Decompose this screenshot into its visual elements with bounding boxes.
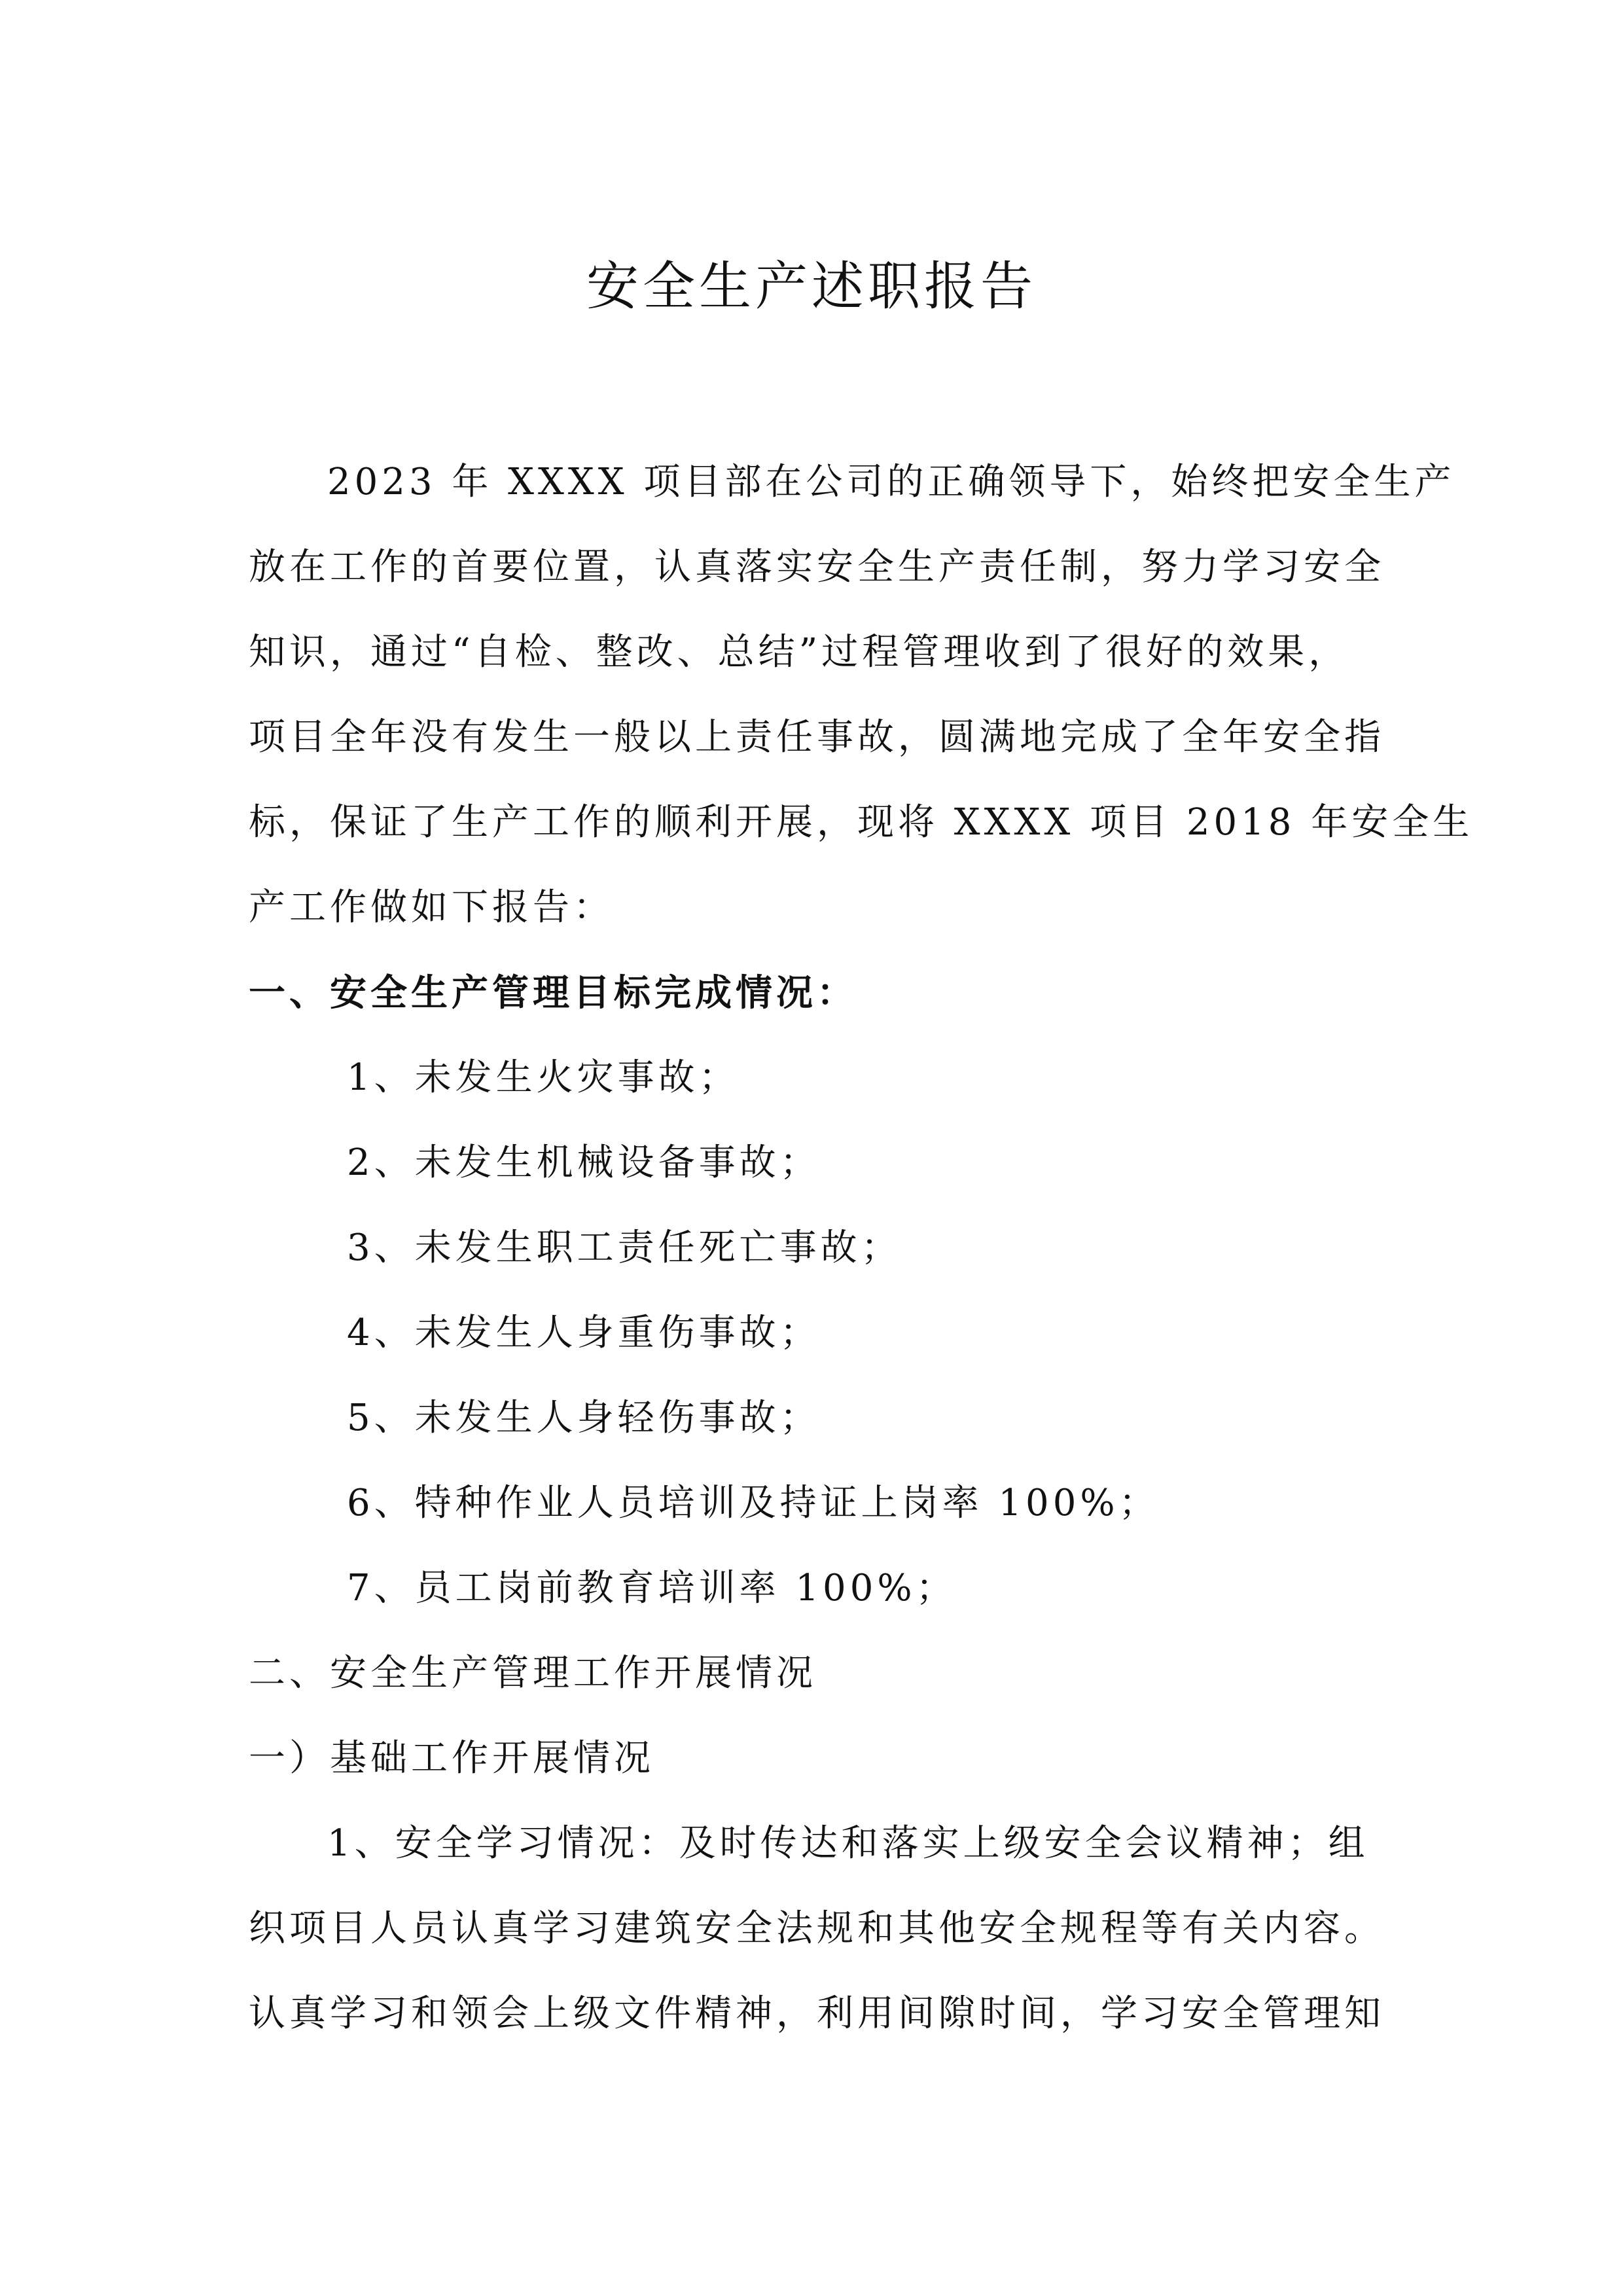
document-title: 安全生产述职报告	[586, 256, 1037, 317]
paragraph-line: 放在工作的首要位置，认真落实安全生产责任制，努力学习安全	[249, 546, 1385, 588]
list-item: 5、未发生人身轻伤事故；	[347, 1397, 821, 1439]
paragraph-line: 1、安全学习情况：及时传达和落实上级安全会议精神；组	[327, 1822, 1369, 1865]
list-item: 4、未发生人身重伤事故；	[347, 1312, 821, 1354]
subsection-heading: 一）基础工作开展情况	[249, 1737, 654, 1780]
paragraph-line: 产工作做如下报告：	[249, 886, 614, 929]
paragraph-line: 标，保证了生产工作的顺利开展，现将 XXXX 项目 2018 年安全生	[249, 801, 1474, 844]
list-item: 2、未发生机械设备事故；	[347, 1141, 821, 1184]
paragraph-line: 2023 年 XXXX 项目部在公司的正确领导下，始终把安全生产	[327, 461, 1455, 503]
paragraph-line: 项目全年没有发生一般以上责任事故，圆满地完成了全年安全指	[249, 716, 1385, 759]
list-item: 7、员工岗前教育培训率 100%；	[347, 1567, 957, 1609]
list-item: 3、未发生职工责任死亡事故；	[347, 1227, 902, 1269]
paragraph-line: 知识，通过“自检、整改、总结”过程管理收到了很好的效果，	[249, 631, 1349, 673]
list-item: 1、未发生火灾事故；	[347, 1056, 740, 1099]
section-heading: 一、安全生产管理目标完成情况：	[249, 971, 857, 1014]
section-heading: 二、安全生产管理工作开展情况	[249, 1652, 817, 1695]
paragraph-line: 认真学习和领会上级文件精神，利用间隙时间，学习安全管理知	[249, 1992, 1385, 2035]
list-item: 6、特种作业人员培训及持证上岗率 100%；	[347, 1482, 1160, 1524]
paragraph-line: 织项目人员认真学习建筑安全法规和其他安全规程等有关内容。	[249, 1907, 1385, 1950]
